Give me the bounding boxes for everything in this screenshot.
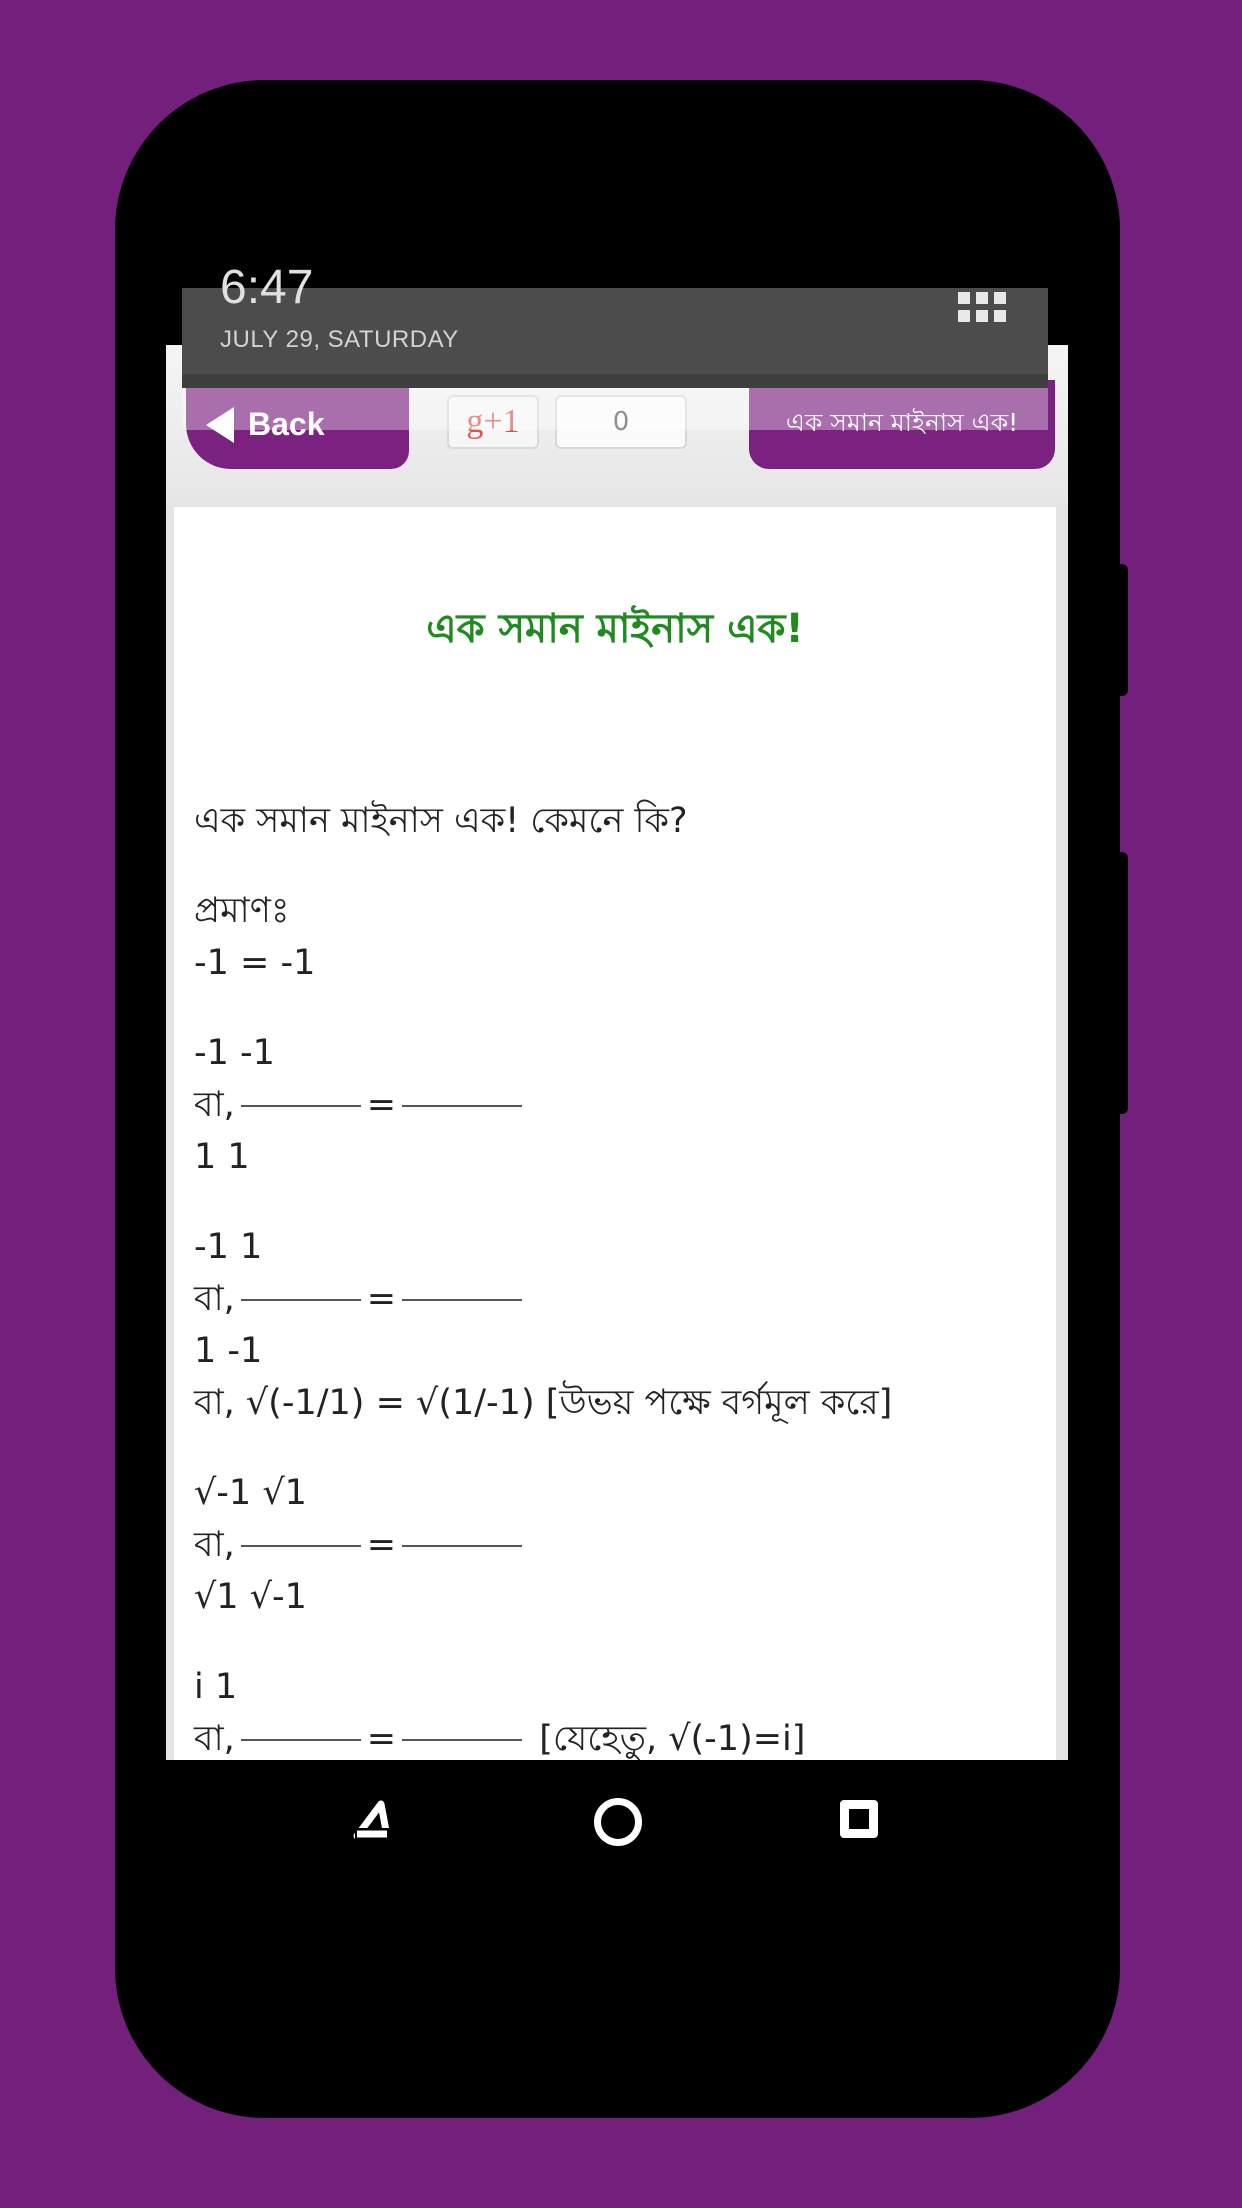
body-line: 1 1 <box>194 1137 250 1177</box>
fraction-bar <box>241 1739 361 1741</box>
notification-shade[interactable] <box>182 261 1048 388</box>
gplus-count-value: 0 <box>612 407 630 437</box>
fraction-prefix: বা, <box>194 1719 235 1759</box>
grid-settings-icon[interactable] <box>958 292 1010 328</box>
fraction-bar <box>402 1105 522 1107</box>
fraction-prefix: বা, <box>194 1085 235 1125</box>
nav-recents-icon[interactable] <box>840 1800 878 1838</box>
body-line: -1 1 <box>194 1227 263 1267</box>
body-line: i 1 <box>194 1667 238 1707</box>
body-line: √-1 √1 <box>194 1473 307 1513</box>
fraction-line <box>194 1519 892 1571</box>
body-line: বা, √(-1/1) = √(1/-1) [উভয় পক্ষে বর্গমূল করে] <box>194 1383 893 1423</box>
article-body <box>194 795 892 1760</box>
equals-sign: = <box>366 1085 397 1125</box>
title-button-label: এক সমান মাইনাস এক! <box>785 408 1019 437</box>
gplus-label: g+1 <box>466 403 520 440</box>
clock-date: JULY 29, SATURDAY <box>220 326 459 353</box>
fraction-line <box>194 1079 892 1131</box>
body-line: -1 -1 <box>194 1033 275 1073</box>
body-line: √1 √-1 <box>194 1577 307 1617</box>
body-line: প্রমাণঃ <box>194 891 290 931</box>
notification-shade-edge <box>182 388 1048 430</box>
body-line: 1 -1 <box>194 1331 263 1371</box>
fraction-bar <box>402 1545 522 1547</box>
article-card <box>174 507 1056 1760</box>
equals-sign: = <box>366 1279 397 1319</box>
volume-button <box>1112 564 1128 696</box>
fraction-prefix: বা, <box>194 1525 235 1565</box>
system-nav-bar <box>166 1760 1068 1880</box>
back-label: Back <box>248 406 325 442</box>
fraction-line <box>194 1713 892 1760</box>
equals-sign: = <box>366 1525 397 1565</box>
article-title: এক সমান মাইনাস এক! <box>426 606 804 652</box>
nav-back-icon[interactable] <box>351 1800 391 1840</box>
fraction-bar <box>241 1105 361 1107</box>
fraction-prefix: বা, <box>194 1279 235 1319</box>
clock-time: 6:47 <box>220 261 314 314</box>
fraction-bar <box>402 1299 522 1301</box>
fraction-bar <box>241 1545 361 1547</box>
body-line: -1 = -1 <box>194 943 316 983</box>
fraction-note: [যেহেতু, √(-1)=i] <box>539 1719 806 1759</box>
equals-sign: = <box>366 1719 397 1759</box>
fraction-line <box>194 1273 892 1325</box>
fraction-bar <box>402 1739 522 1741</box>
notification-shade-band <box>182 374 1048 388</box>
fraction-bar <box>241 1299 361 1301</box>
app-screen <box>166 345 1068 1760</box>
body-line: এক সমান মাইনাস এক! কেমনে কি? <box>194 801 688 841</box>
power-button <box>1112 852 1128 1114</box>
nav-home-icon[interactable] <box>594 1798 642 1846</box>
